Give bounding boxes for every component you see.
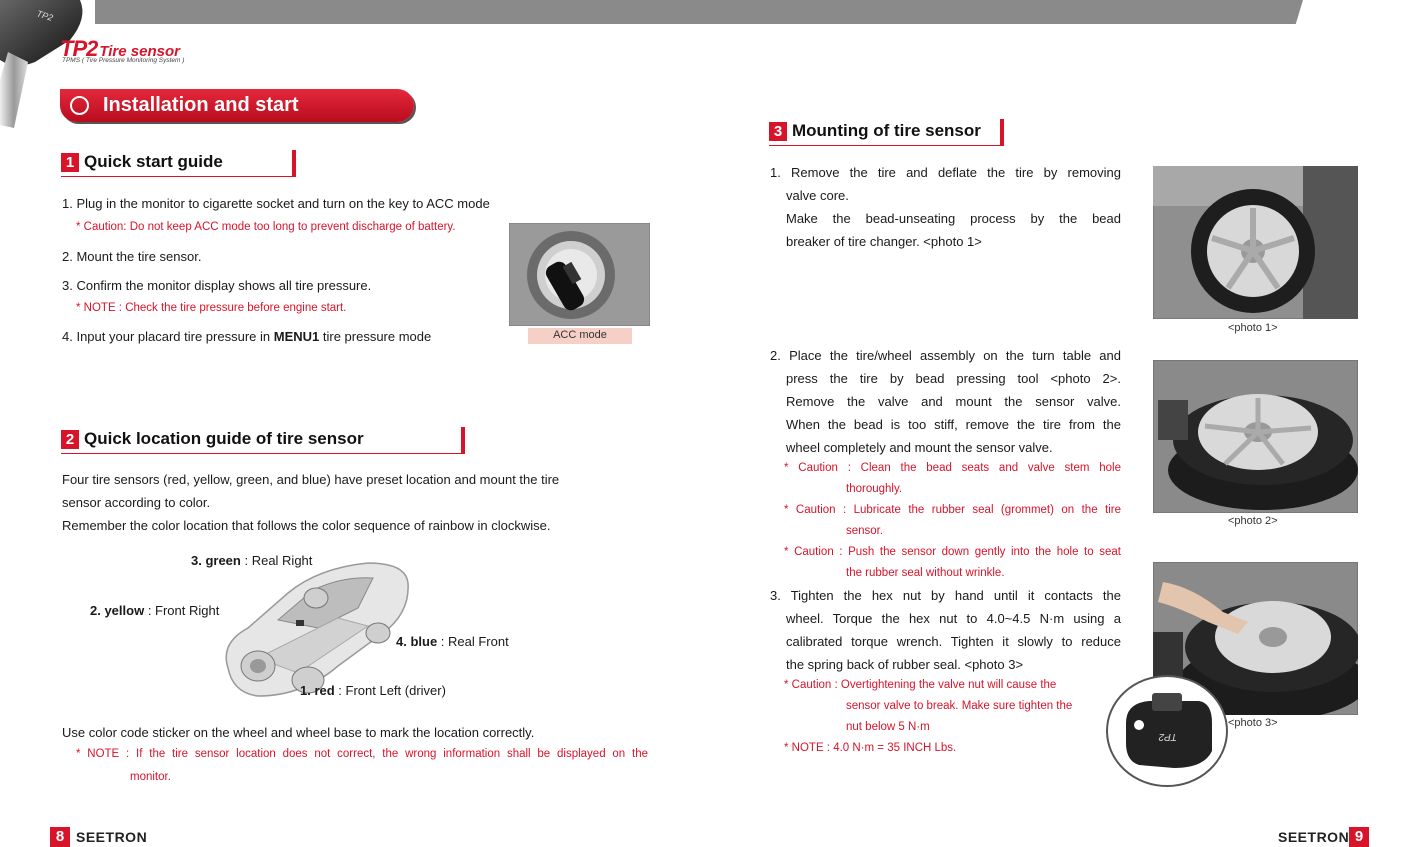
section-number: 3 — [769, 122, 787, 141]
mt-s3-l4: the spring back of rubber seal. <photo 3> — [786, 657, 1024, 672]
mt-s1-l1: 1. Remove the tire and deflate the tire by removing — [770, 165, 1121, 180]
label-green-rest: : Real Right — [240, 553, 313, 568]
section-number: 1 — [61, 153, 79, 172]
label-yellow-bold: 2. yellow — [90, 603, 145, 618]
section-number: 2 — [61, 430, 79, 449]
quick-start-heading — [61, 150, 296, 177]
qs-step-4-prefix: 4. Input your placard tire pressure in — [62, 329, 274, 344]
qs-step-1: 1. Plug in the monitor to cigarette socket and turn on the key to ACC mode — [62, 196, 490, 211]
footer-brand-right: SEETRON — [1278, 829, 1350, 845]
mounting-heading — [769, 119, 1004, 146]
label-yellow-rest: : Front Right — [144, 603, 220, 618]
mt-c3-l2: the rubber seal without wrinkle. — [846, 567, 1005, 579]
mt-c2-l2: sensor. — [846, 525, 884, 537]
mt-s1-l3: Make the bead-unseating process by the bead — [786, 211, 1121, 226]
label-red-bold: 1. red — [300, 683, 335, 698]
qs-step-4-bold: MENU1 — [273, 329, 320, 344]
car-diagram — [218, 548, 413, 700]
qs-step-3: 3. Confirm the monitor display shows all tire pressure. — [62, 278, 372, 293]
label-yellow — [90, 603, 219, 618]
mt-s2-l4: When the bead is too stiff, remove the tire from the — [786, 417, 1121, 432]
logo-tp2: TP2 — [60, 36, 98, 61]
mt-s1-l2: valve core. — [786, 188, 849, 203]
mt-s1-l4: breaker of tire changer. <photo 1> — [786, 234, 982, 249]
label-blue — [396, 634, 509, 649]
section-title: Quick location guide of tire sensor — [84, 429, 364, 448]
acc-caption: ACC mode — [553, 329, 607, 341]
mt-s3-l3: calibrated torque wrench. Tighten it slowly to reduce — [786, 634, 1121, 649]
photo-3-caption: <photo 3> — [1228, 717, 1278, 729]
mt-c4-l1: * Caution : Overtightening the valve nut will cause the — [784, 679, 1057, 691]
mt-note: * NOTE : 4.0 N·m = 35 INCH Lbs. — [784, 742, 957, 754]
lg-para-1-line-2: sensor according to color. — [62, 495, 211, 510]
section-title: Quick start guide — [84, 152, 223, 171]
location-guide-heading — [61, 427, 465, 454]
qs-note-3: * NOTE : Check the tire pressure before engine start. — [76, 302, 347, 314]
sensor-closeup — [1104, 673, 1230, 789]
qs-caution-1: * Caution: Do not keep ACC mode too long to prevent discharge of battery. — [76, 221, 456, 233]
photo-1 — [1153, 166, 1358, 319]
lg-note-line-2: monitor. — [130, 771, 171, 783]
qs-step-4-suffix: tire pressure mode — [319, 329, 432, 344]
lg-note-line-1: * NOTE : If the tire sensor location does not correct, the wrong information shall be displayed on the — [76, 748, 648, 760]
mt-c2-l1: * Caution : Lubricate the rubber seal (grommet) on the tire — [784, 504, 1121, 516]
photo-2-caption: <photo 2> — [1228, 515, 1278, 527]
label-green — [191, 553, 312, 568]
label-red-rest: : Front Left (driver) — [334, 683, 446, 698]
page-number-left: 8 — [50, 827, 70, 847]
label-red — [300, 683, 446, 698]
section-banner-title: Installation and start — [103, 94, 299, 116]
mt-c1-l2: thoroughly. — [846, 483, 903, 495]
label-green-bold: 3. green — [191, 553, 241, 568]
lg-para-3: Use color code sticker on the wheel and wheel base to mark the location correctly. — [62, 725, 535, 740]
mt-c4-l3: nut below 5 N·m — [846, 721, 930, 733]
qs-step-2: 2. Mount the tire sensor. — [62, 249, 202, 264]
lg-para-1-line-1: Four tire sensors (red, yellow, green, and blue) have preset location and mount the tire — [62, 472, 560, 487]
label-blue-rest: : Real Front — [437, 634, 509, 649]
logo-name: Tire sensor — [99, 43, 180, 60]
mt-c1-l1: * Caution : Clean the bead seats and valve stem hole — [784, 462, 1121, 474]
logo-subtitle: TPMS ( Tire Pressure Monitoring System ) — [62, 57, 185, 64]
mt-s2-l1: 2. Place the tire/wheel assembly on the turn table and — [770, 348, 1121, 363]
footer-brand-left: SEETRON — [76, 829, 148, 845]
acc-mode-photo — [509, 223, 650, 326]
photo-1-caption: <photo 1> — [1228, 322, 1278, 334]
mt-c3-l1: * Caution : Push the sensor down gently into the hole to seat — [784, 546, 1121, 558]
mt-s2-l3: Remove the valve and mount the sensor valve. — [786, 394, 1121, 409]
mt-s2-l2: press the tire by bead pressing tool <photo 2>. — [786, 371, 1121, 386]
lg-para-2: Remember the color location that follows the color sequence of rainbow in clockwise. — [62, 518, 551, 533]
photo-2 — [1153, 360, 1358, 513]
mt-s3-l1: 3. Tighten the hex nut by hand until it contacts the — [770, 588, 1121, 603]
top-banner — [95, 0, 1303, 24]
mt-s3-l2: wheel. Torque the hex nut to 4.0~4.5 N·m using a — [786, 611, 1121, 626]
section-title: Mounting of tire sensor — [792, 121, 981, 140]
label-blue-bold: 4. blue — [396, 634, 438, 649]
mt-s2-l5: wheel completely and mount the sensor valve. — [786, 440, 1053, 455]
circle-icon — [70, 96, 89, 115]
qs-step-4 — [62, 329, 431, 344]
sensor-label: TP2 — [35, 8, 55, 24]
page-number-right: 9 — [1349, 827, 1369, 847]
mt-c4-l2: sensor valve to break. Make sure tighten the — [846, 700, 1073, 712]
closeup-sensor-label: TP2 — [1158, 731, 1177, 742]
